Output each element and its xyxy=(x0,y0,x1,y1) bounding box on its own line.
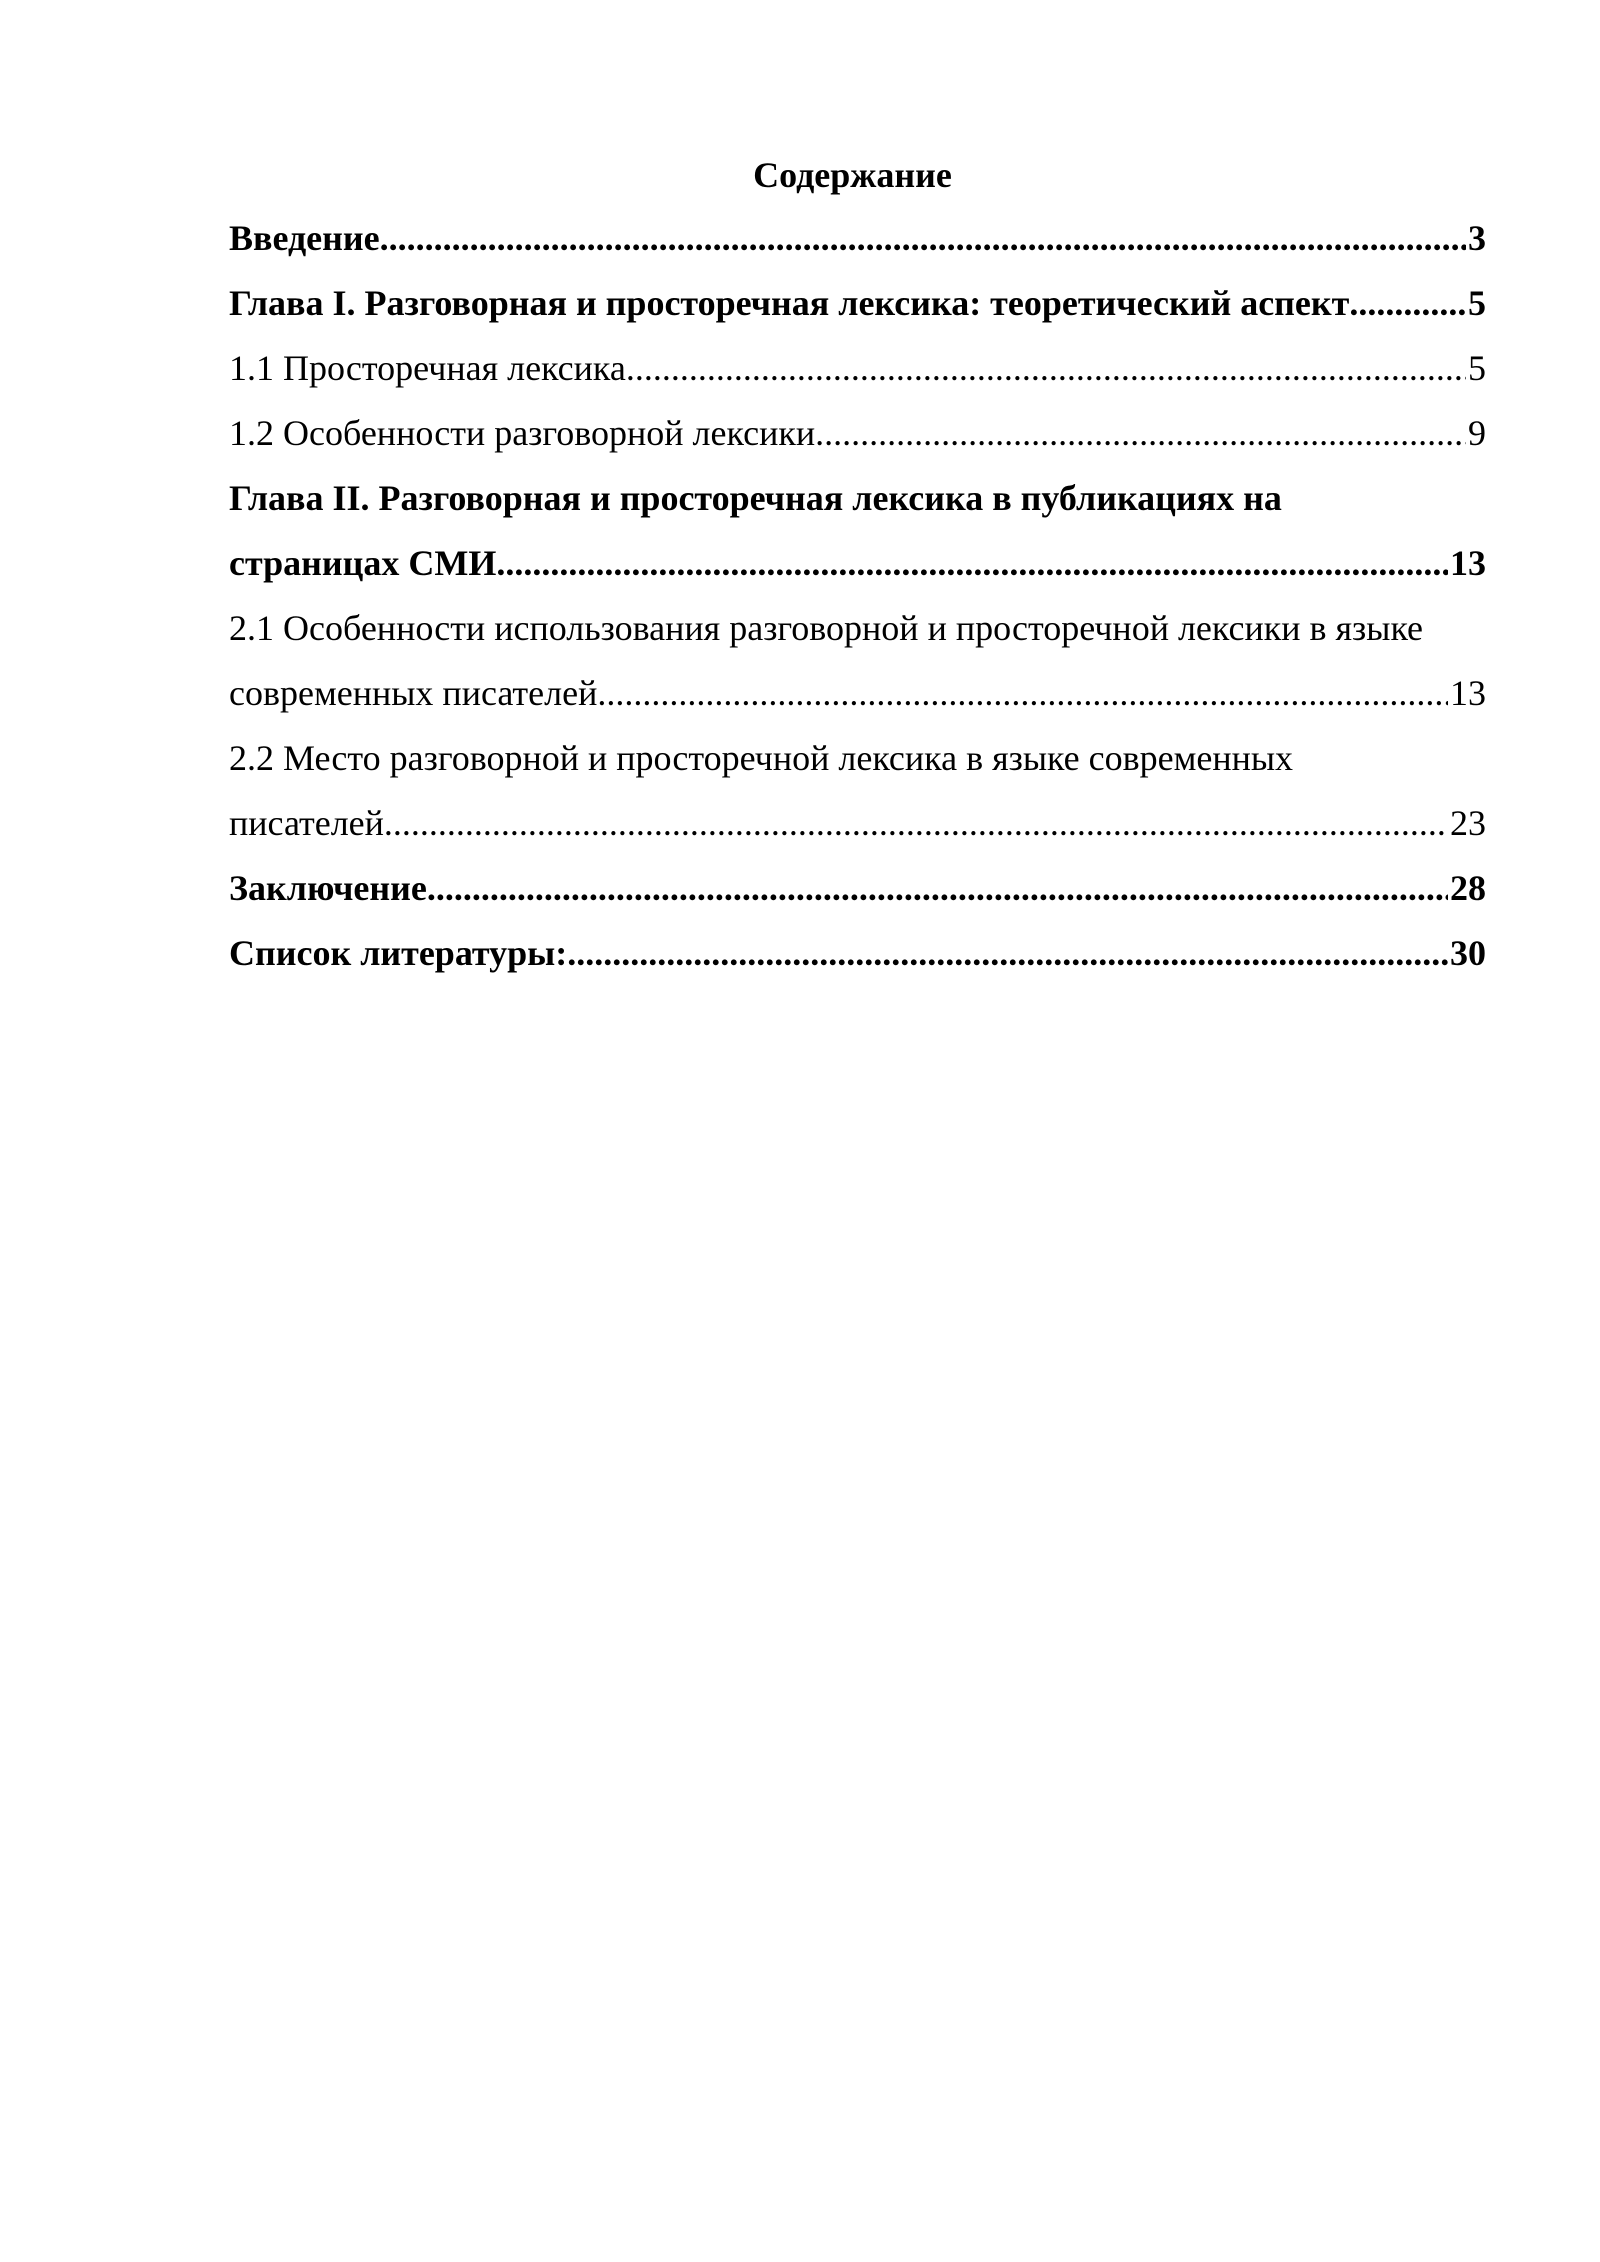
toc-title: Содержание xyxy=(753,155,952,195)
toc-entry-first-line: 2.1 Особенности использования разговорной и просторечной лексики в языке xyxy=(229,608,1424,648)
toc-leader-dots xyxy=(815,401,1466,466)
toc-leader-dots xyxy=(427,856,1448,921)
toc-entry-section-2-2[interactable] xyxy=(229,726,1486,856)
toc-entry-references[interactable] xyxy=(229,921,1486,986)
toc-entry-label: писателей xyxy=(229,803,384,843)
toc-entry-page: 28 xyxy=(1450,868,1486,908)
toc-entry-page: 13 xyxy=(1450,543,1486,583)
table-of-contents xyxy=(229,206,1486,986)
toc-leader-dots xyxy=(384,791,1448,856)
toc-entry-section-2-1[interactable] xyxy=(229,596,1486,726)
toc-entry-page: 5 xyxy=(1468,348,1486,388)
toc-leader-dots xyxy=(597,661,1448,726)
toc-entry-conclusion[interactable] xyxy=(229,856,1486,921)
toc-entry-chapter-1[interactable] xyxy=(229,271,1486,336)
toc-entry-label: 1.2 Особенности разговорной лексики xyxy=(229,413,816,453)
toc-leader-dots xyxy=(1349,271,1466,336)
toc-entry-label: 1.1 Просторечная лексика xyxy=(229,348,626,388)
toc-entry-label: Введение xyxy=(229,218,380,258)
toc-entry-label: Список литературы: xyxy=(229,933,568,973)
toc-entry-section-1-2[interactable] xyxy=(229,401,1486,466)
toc-entry-label: страницах СМИ xyxy=(229,543,497,583)
toc-leader-dots xyxy=(567,921,1448,986)
toc-entry-page: 5 xyxy=(1468,283,1486,323)
toc-entry-chapter-2[interactable] xyxy=(229,466,1486,596)
toc-entry-label: Заключение xyxy=(229,868,427,908)
toc-entry-introduction[interactable] xyxy=(229,206,1486,271)
toc-entry-page: 3 xyxy=(1468,218,1486,258)
toc-leader-dots xyxy=(380,206,1466,271)
toc-entry-first-line: Глава II. Разговорная и просторечная лексика в публикациях на xyxy=(229,478,1282,518)
toc-entry-page: 30 xyxy=(1450,933,1486,973)
toc-entry-label: Глава I. Разговорная и просторечная лексика: теоретический аспект xyxy=(229,283,1350,323)
toc-entry-label: современных писателей xyxy=(229,673,598,713)
toc-entry-page: 9 xyxy=(1468,413,1486,453)
toc-leader-dots xyxy=(626,336,1466,401)
toc-entry-section-1-1[interactable] xyxy=(229,336,1486,401)
toc-entry-page: 23 xyxy=(1450,803,1486,843)
toc-entry-page: 13 xyxy=(1450,673,1486,713)
toc-entry-first-line: 2.2 Место разговорной и просторечной лексика в языке современных xyxy=(229,738,1294,778)
toc-leader-dots xyxy=(496,531,1448,596)
